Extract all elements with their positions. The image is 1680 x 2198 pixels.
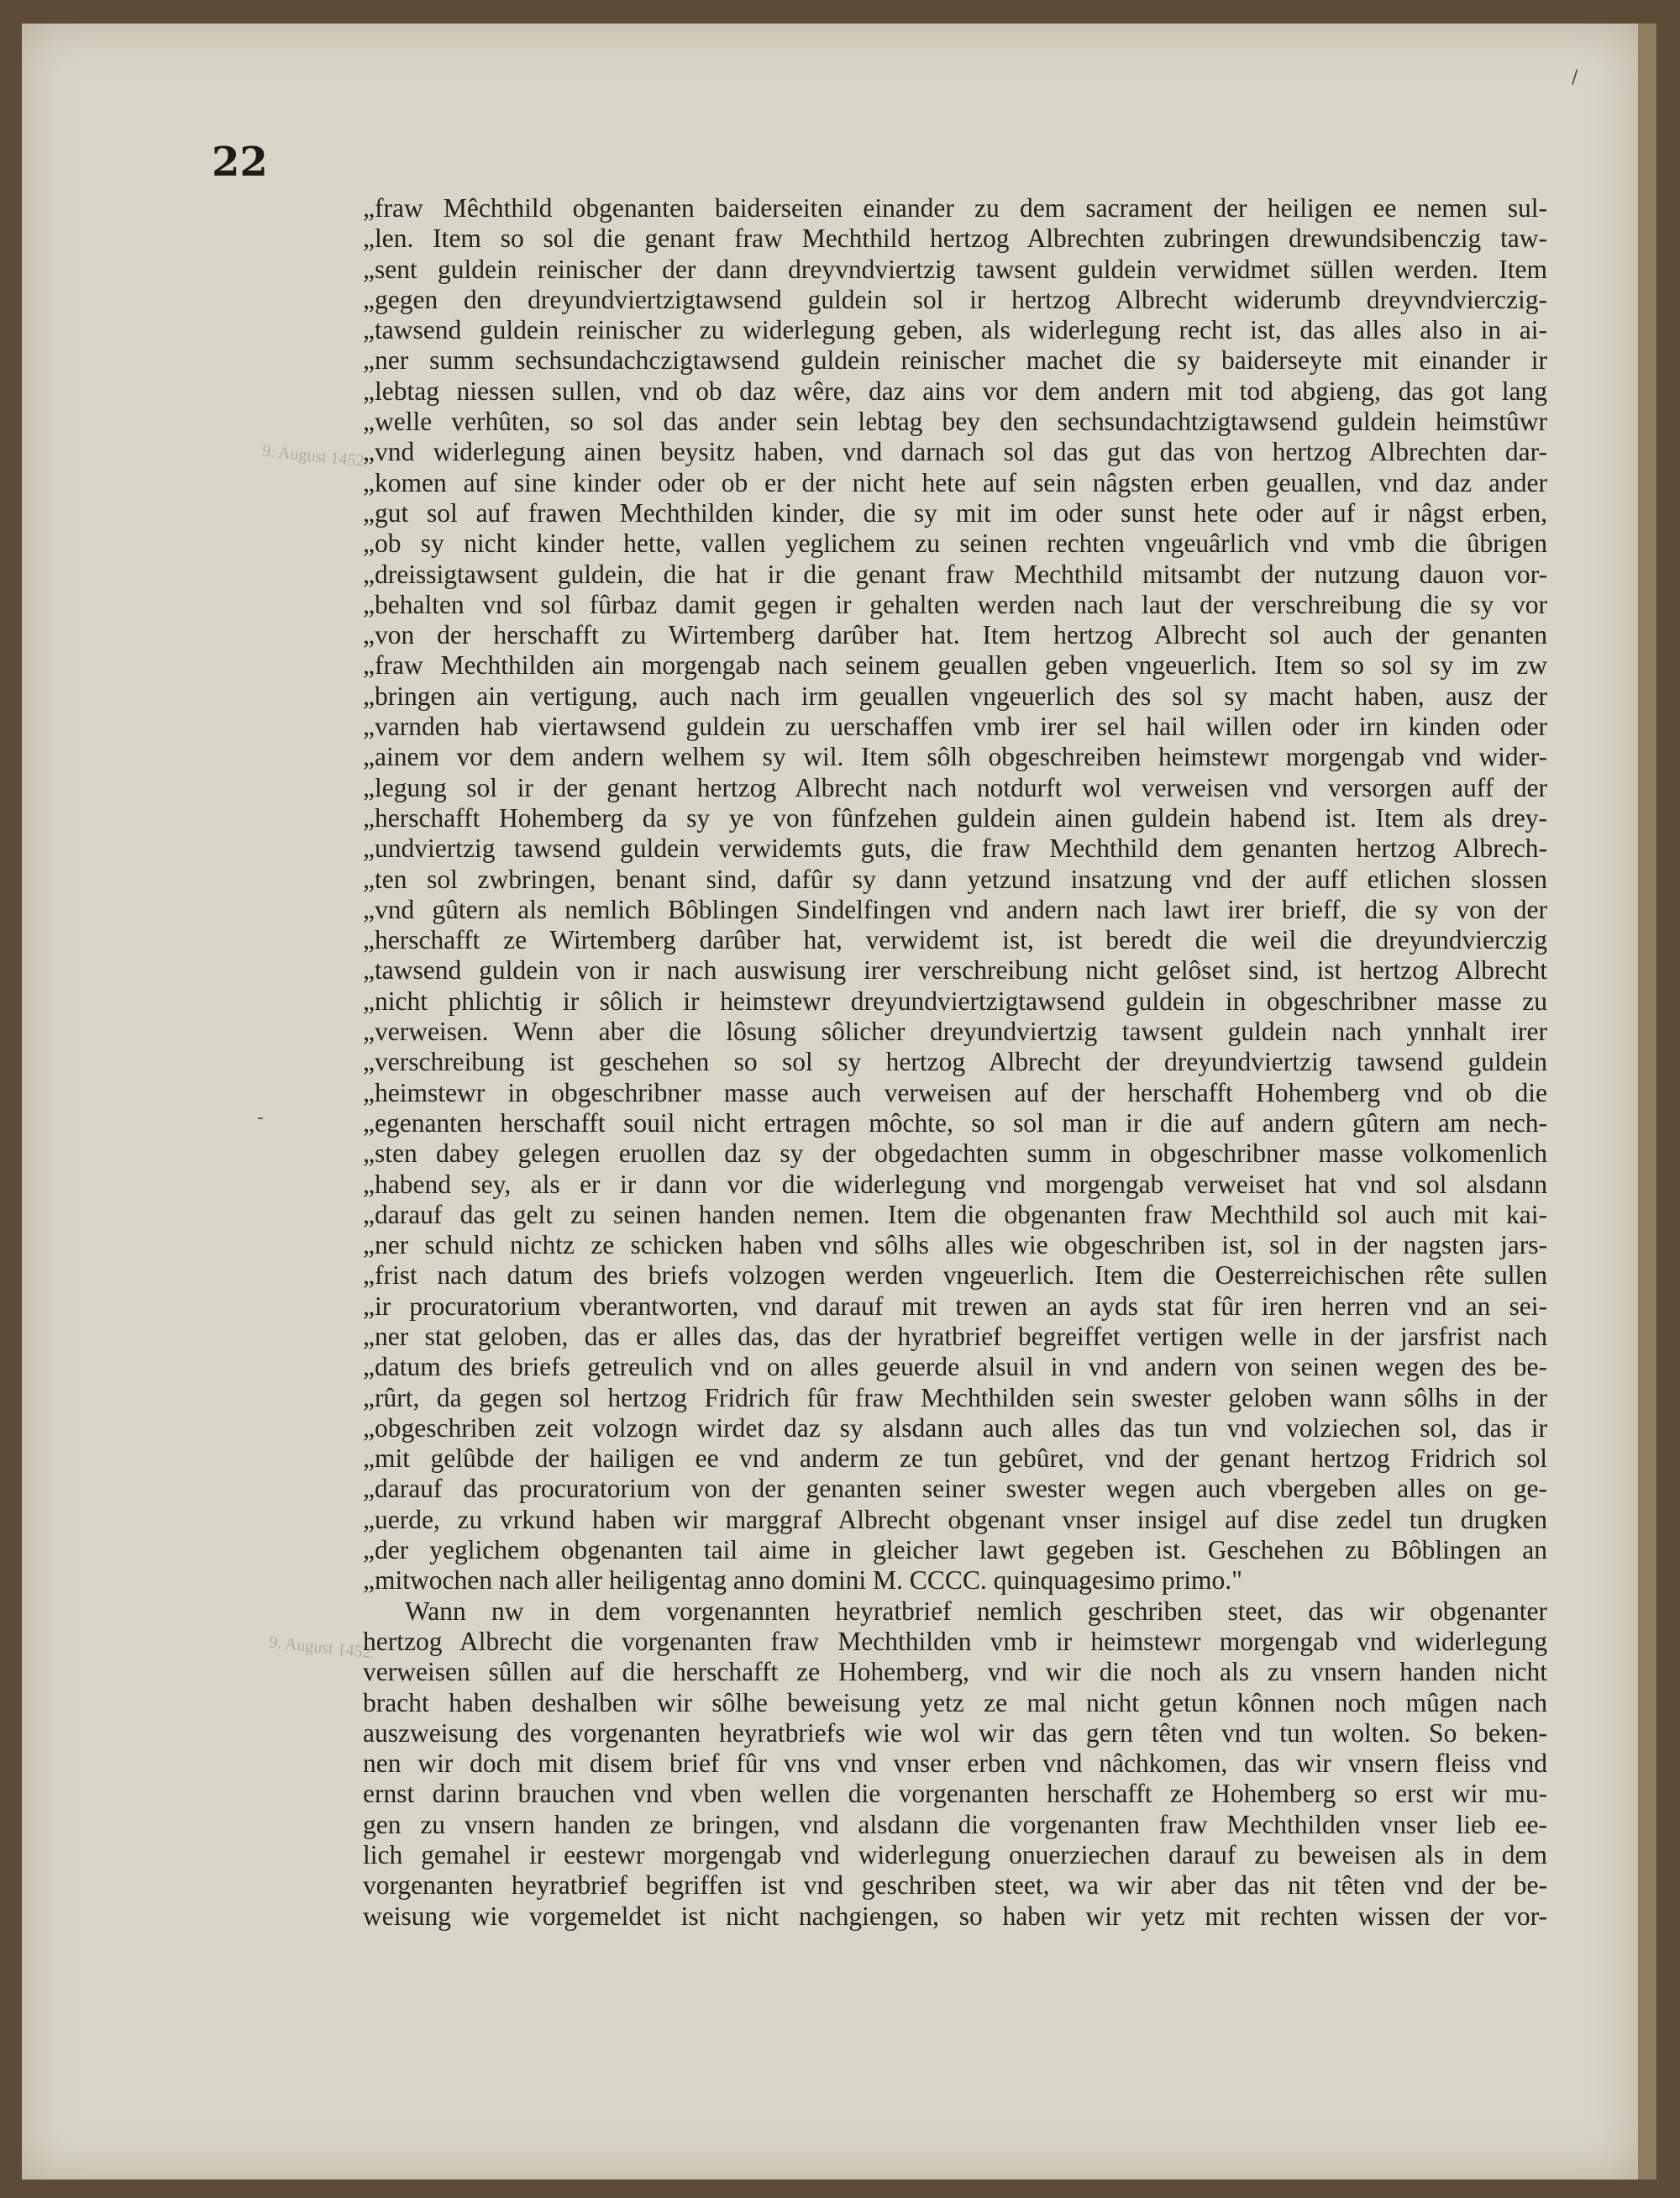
text-line: „habend sey, als er ir dann vor die widerlegung vnd morgengab verweiset hat vnd sol alsdann bbox=[363, 1169, 1547, 1199]
text-line: „fraw Mêchthild obgenanten baiderseiten einander zu dem sacrament der heiligen ee nemen sul- bbox=[363, 193, 1547, 223]
text-line: „ner schuld nichtz ze schicken haben vnd sôlhs alles wie obgeschriben ist, sol in der nagsten jars- bbox=[363, 1230, 1547, 1260]
margin-date-note: 9. August 1452. bbox=[261, 441, 370, 471]
text-line: „len. Item so sol die genant fraw Mechthild hertzog Albrechten zubringen drewundsibenczig taw- bbox=[363, 223, 1547, 254]
text-line: Wann nw in dem vorgenannten heyratbrief nemlich geschriben steet, das wir obgenanter bbox=[405, 1596, 1547, 1626]
text-line: „bringen ain vertigung, auch nach irm geuallen vngeuerlich des sol sy macht haben, ausz der bbox=[363, 681, 1547, 711]
text-line: „komen auf sine kinder oder ob er der nicht hete auf sein nâgsten erben geuallen, vnd daz ander bbox=[363, 467, 1547, 497]
text-line: „welle verhûten, so sol das ander sein lebtag bey den sechsundachtzigtawsend guldein heimstûwr bbox=[363, 407, 1547, 437]
text-line: „rûrt, da gegen sol hertzog Fridrich fûr fraw Mechthilden sein swester geloben wann sôlhs in der bbox=[363, 1382, 1547, 1412]
text-line: vorgenanten heyratbrief begriffen ist vnd geschriben steet, wa wir aber das nit têten vnd der be- bbox=[363, 1870, 1547, 1901]
text-line: „sent guldein reinischer der dann dreyvndviertzig tawsent guldein verwidmet süllen werden. Item bbox=[363, 254, 1547, 284]
text-line: „obgeschriben zeit volzogn wirdet daz sy alsdann auch alles das tun vnd volziechen sol, das ir bbox=[363, 1412, 1547, 1443]
text-line: „gut sol auf frawen Mechthilden kinder, die sy mit im oder sunst hete oder auf ir nâgst erben, bbox=[363, 497, 1547, 528]
text-line: „varnden hab viertawsend guldein zu uerschaffen vmb irer sel hail willen oder irn kinden oder bbox=[363, 712, 1547, 742]
text-line: „ainem vor dem andern welhem sy wil. Item sôlh obgeschreiben heimstewr morgengab vnd wider- bbox=[363, 742, 1547, 772]
text-line: „ner stat geloben, das er alles das, das der hyratbrief begreiffet vertigen welle in der jarsfrist nach bbox=[363, 1321, 1547, 1351]
text-line: „mitwochen nach aller heiligentag anno domini M. CCCC. quinquagesimo primo." bbox=[363, 1565, 1242, 1596]
body-text bbox=[363, 193, 1547, 1932]
text-line: „von der herschafft zu Wirtemberg darûber hat. Item hertzog Albrecht sol auch der genanten bbox=[363, 620, 1547, 650]
text-line: „vnd widerlegung ainen beysitz haben, vnd darnach sol das gut das von hertzog Albrechten dar- bbox=[363, 437, 1547, 467]
text-line: „tawsend guldein von ir nach auswisung irer verschreibung nicht gelôset sind, ist hertzog Albrecht bbox=[363, 955, 1547, 986]
text-line: „vnd gûtern als nemlich Bôblingen Sindelfingen vnd andern nach lawt irer brieff, die sy von der bbox=[363, 894, 1547, 924]
text-line: „dreissigtawsent guldein, die hat ir die genant fraw Mechthild mitsambt der nutzung dauon vor- bbox=[363, 559, 1547, 589]
text-line: verweisen sûllen auf die herschafft ze Hohemberg, vnd wir die noch als zu vnsern handen nicht bbox=[363, 1657, 1547, 1687]
text-line: „uerde, zu vrkund haben wir marggraf Albrecht obgenant vnser insigel auf dise zedel tun drugken bbox=[363, 1504, 1547, 1534]
text-line: „darauf das gelt zu seinen handen nemen. Item die obgenanten fraw Mechthild sol auch mit kai- bbox=[363, 1199, 1547, 1229]
text-line: „fraw Mechthilden ain morgengab nach seinem geuallen geben vngeuerlich. Item so sol sy im zw bbox=[363, 650, 1547, 681]
text-line: „verschreibung ist geschehen so sol sy hertzog Albrecht der dreyundviertzig tawsend guldein bbox=[363, 1047, 1547, 1077]
text-line: hertzog Albrecht die vorgenanten fraw Mechthilden vmb ir heimstewr morgengab vnd widerlegung bbox=[363, 1626, 1547, 1656]
text-line: „nicht phlichtig ir sôlich ir heimstewr dreyundviertzigtawsend guldein in obgeschribner masse zu bbox=[363, 986, 1547, 1016]
text-line: gen zu vnsern handen ze bringen, vnd alsdann die vorgenanten fraw Mechthilden vnser lieb ee- bbox=[363, 1809, 1547, 1839]
text-line: „verweisen. Wenn aber die lôsung sôlicher dreyundviertzig tawsent guldein nach ynnhalt irer bbox=[363, 1017, 1547, 1047]
text-line: bracht haben deshalben wir sôlhe beweisung yetz ze mal nicht getun kônnen noch mûgen nach bbox=[363, 1687, 1547, 1717]
text-line: auszweisung des vorgenanten heyratbriefs wie wol wir das gern têten vnd tun wolten. So beken- bbox=[363, 1717, 1547, 1748]
text-line: „datum des briefs getreulich vnd on alles geuerde alsuil in vnd andern von seinen wegen des be- bbox=[363, 1352, 1547, 1382]
text-line: lich gemahel ir eestewr morgengab vnd widerlegung onuerziechen darauf zu beweisen als in dem bbox=[363, 1840, 1547, 1870]
text-line: „behalten vnd sol fûrbaz damit gegen ir gehalten werden nach laut der verschreibung die sy vor bbox=[363, 589, 1547, 619]
text-line: „darauf das procuratorium von der genanten seiner swester wegen auch vbergeben alles on ge- bbox=[363, 1474, 1547, 1504]
text-line: „tawsend guldein reinischer zu widerlegung geben, als widerlegung recht ist, das alles also in ai- bbox=[363, 315, 1547, 345]
text-line: „ir procuratorium vberantworten, vnd darauf mit trewen an ayds stat fûr iren herren vnd an sei- bbox=[363, 1291, 1547, 1321]
text-line: „undviertzig tawsend guldein verwidemts guts, die fraw Mechthild dem genanten hertzog Albrech- bbox=[363, 833, 1547, 864]
text-line: „ner summ sechsundachczigtawsend guldein reinischer machet die sy baiderseyte mit einander ir bbox=[363, 345, 1547, 376]
text-line: „gegen den dreyundviertzigtawsend guldein sol ir hertzog Albrecht widerumb dreyvndvierczig- bbox=[363, 284, 1547, 314]
text-line: „egenanten herschafft souil nicht ertragen môchte, so sol man ir die auf andern gûtern am nech- bbox=[363, 1107, 1547, 1138]
text-line: „legung sol ir der genant hertzog Albrecht nach notdurft wol verweisen vnd versorgen auff der bbox=[363, 772, 1547, 802]
edge-speck: / bbox=[1572, 67, 1578, 88]
text-line: „ob sy nicht kinder hette, vallen yeglichem zu seinen rechten vngeuârlich vnd vmb die ûbrigen bbox=[363, 528, 1547, 559]
text-line: „herschafft ze Wirtemberg darûber hat, verwidemt ist, ist beredt die weil die dreyundvierczig bbox=[363, 925, 1547, 955]
page-number: 22 bbox=[212, 139, 268, 186]
text-line: „ten sol zwbringen, benant sind, dafûr sy dann yetzund insatzung vnd der auff etlichen slossen bbox=[363, 864, 1547, 894]
text-line: weisung wie vorgemeldet ist nicht nachgiengen, so haben wir yetz mit rechten wissen der vor- bbox=[363, 1901, 1547, 1931]
text-line: nen wir doch mit disem brief fûr vns vnd vnser erben vnd nâchkomen, das wir vnsern fleiss vnd bbox=[363, 1748, 1547, 1779]
text-line: „sten dabey gelegen eruollen daz sy der obgedachten summ in obgeschribner masse volkomenlich bbox=[363, 1138, 1547, 1169]
margin-date-note: 9. August 1452. bbox=[268, 1633, 376, 1663]
text-line: „frist nach datum des briefs volzogen werden vngeuerlich. Item die Oesterreichischen rête sullen bbox=[363, 1260, 1547, 1291]
text-line: „mit gelûbde der hailigen ee vnd anderm ze tun gebûret, vnd der genant hertzog Fridrich sol bbox=[363, 1443, 1547, 1474]
text-line: „herschafft Hohemberg da sy ye von fûnfzehen guldein ainen guldein habend ist. Item als drey- bbox=[363, 802, 1547, 833]
text-line: ernst darinn brauchen vnd vben wellen die vorgenanten herschafft ze Hohemberg so erst wir mu- bbox=[363, 1779, 1547, 1809]
text-line: „heimstewr in obgeschribner masse auch verweisen auf der herschafft Hohemberg vnd ob die bbox=[363, 1077, 1547, 1107]
text-line: „lebtag niessen sullen, vnd ob daz wêre, daz ains vor dem andern mit tod abgieng, das got lang bbox=[363, 376, 1547, 406]
edge-speck: - bbox=[257, 1107, 264, 1128]
text-line: „der yeglichem obgenanten tail aime in gleicher lawt gegeben ist. Geschehen zu Bôblingen an bbox=[363, 1535, 1547, 1565]
